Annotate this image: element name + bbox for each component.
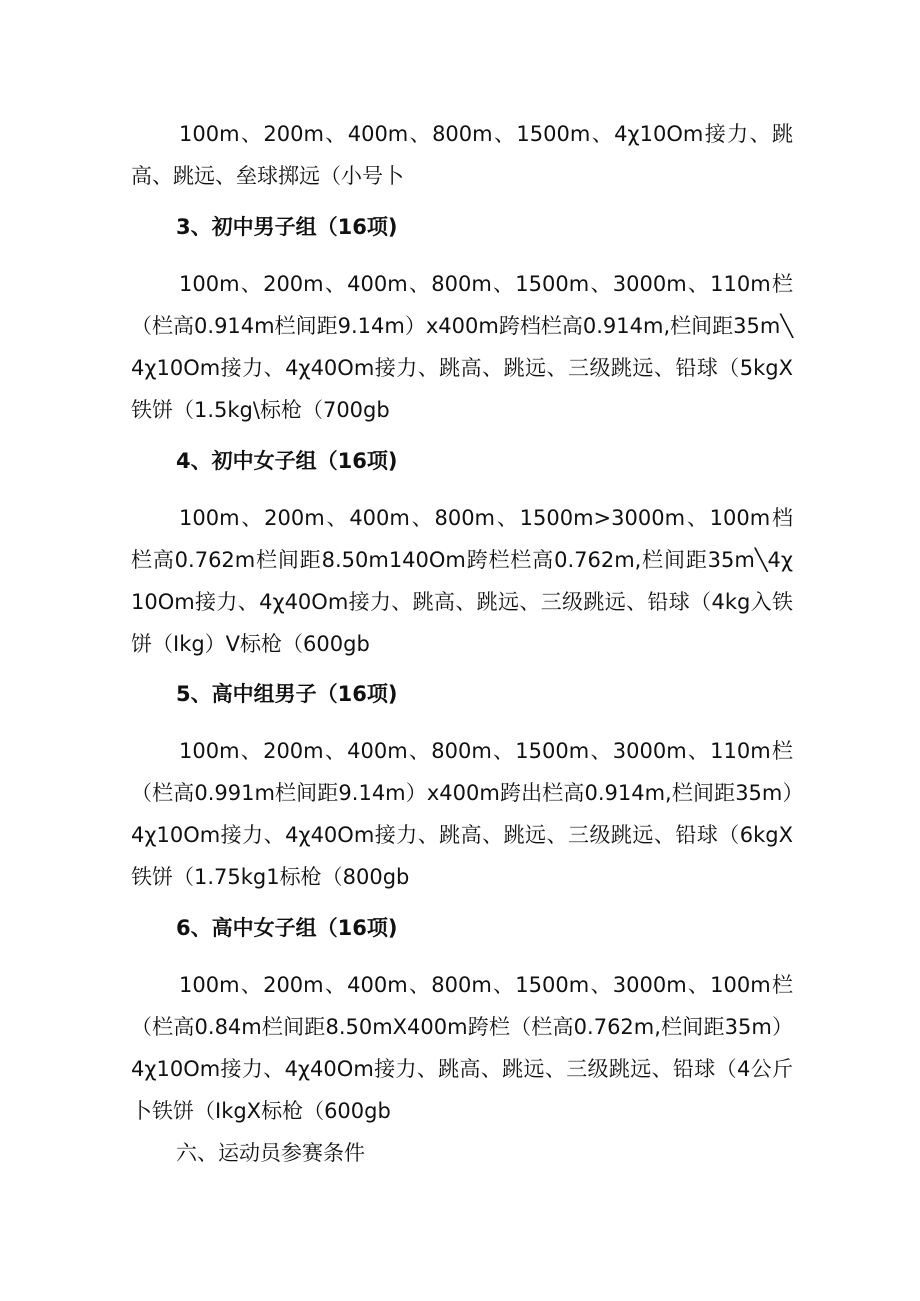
heading-senior-boys: 5、高中组男子（16项) — [176, 682, 398, 706]
events-paragraph-senior-girls: 100m、200m、400m、800m、1500m、3000m、100m栏（栏高0.84m栏间距8.50mX400m跨栏（栏高0.762m,栏间距35m）4χ10Om接力、4χ40Om接力、跳高、跳远、三级跳远、铅球（4公斤卜铁饼（IkgX标枪（600gb — [131, 973, 793, 1123]
events-paragraph-junior-girls: 100m、200m、400m、800m、1500m>3000m、100m档栏高0.762m栏间距8.50m140Om跨栏栏高0.762m,栏间距35m╲4χ10Om接力、4χ40Om接力、跳高、跳远、三级跳远、铅球（4kg入铁饼（Ikg）V标枪（600gb — [131, 506, 793, 656]
heading-junior-girls: 4、初中女子组（16项) — [176, 449, 398, 473]
heading-senior-girls: 6、高中女子组（16项) — [176, 916, 398, 940]
events-paragraph-junior-boys: 100m、200m、400m、800m、1500m、3000m、110m栏（栏高0.914m栏间距9.14m）x400m跨档栏高0.914m,栏间距35m╲4χ10Om接力、4χ40Om接力、跳高、跳远、三级跳远、铅球（5kgX铁饼（1.5kg\标枪（700gb — [131, 272, 793, 422]
section-heading-athlete-eligibility: 六、运动员参赛条件 — [176, 1141, 365, 1165]
events-paragraph-primary-girls: 100m、200m、400m、800m、1500m、4χ10Om接力、跳高、跳远、垒球掷远（小号卜 — [131, 122, 793, 188]
heading-junior-boys: 3、初中男子组（16项) — [176, 215, 398, 239]
events-paragraph-senior-boys: 100m、200m、400m、800m、1500m、3000m、110m栏（栏高0.991m栏间距9.14m）x400m跨出栏高0.914m,栏间距35m）4χ10Om接力、4χ40Om接力、跳高、跳远、三级跳远、铅球（6kgX铁饼（1.75kg1标枪（800gb — [131, 739, 793, 889]
